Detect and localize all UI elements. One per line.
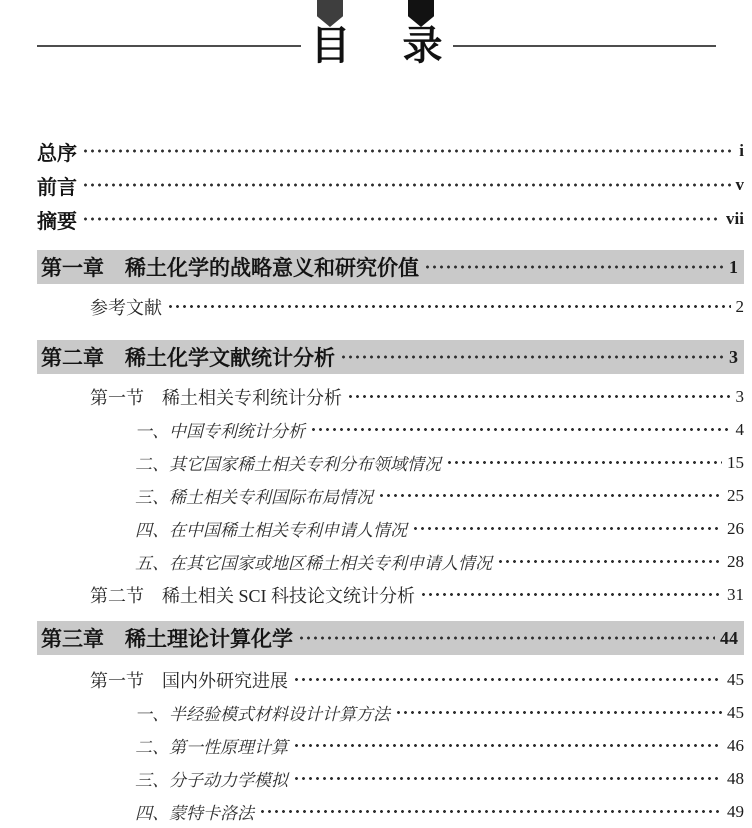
- toc-entry-page: 45: [727, 669, 744, 689]
- toc-entry-page: 49: [727, 801, 744, 821]
- table-of-contents: [37, 134, 744, 828]
- toc-sub-entry: [37, 545, 744, 578]
- toc-entry-page: 25: [727, 485, 744, 505]
- toc-entry-label: 总序: [37, 142, 77, 165]
- title-char-right: 录: [402, 23, 443, 68]
- toc-entry-label: 第一节 国内外研究进展: [90, 670, 288, 691]
- toc-entry-page: 31: [727, 584, 744, 604]
- toc-entry-page: 15: [727, 452, 744, 472]
- toc-entry: [37, 134, 744, 168]
- toc-entry-page: v: [735, 175, 744, 194]
- dot-leader: [259, 795, 722, 828]
- toc-sub-entry: [37, 446, 744, 479]
- toc-entry-label: 第一章 稀土化学的战略意义和研究价值: [41, 257, 419, 280]
- toc-entry-page: 4: [735, 419, 744, 439]
- dot-leader: [310, 413, 731, 446]
- title-rule-right: [453, 45, 717, 47]
- toc-entry-label: 摘要: [37, 210, 77, 233]
- toc-sub-entry: [37, 512, 744, 545]
- toc-entry-label: 三、稀土相关专利国际布局情况: [135, 488, 373, 507]
- toc-entry-label: 四、在中国稀土相关专利申请人情况: [135, 521, 407, 540]
- dot-leader: [298, 621, 715, 655]
- dot-leader: [378, 479, 722, 512]
- toc-entry-page: vii: [726, 209, 744, 228]
- dot-leader: [420, 578, 722, 611]
- toc-entry-page: 3: [735, 386, 744, 406]
- dot-leader: [446, 446, 722, 479]
- dot-leader: [82, 168, 731, 202]
- toc-entry-label: 第二节 稀土相关 SCI 科技论文统计分析: [90, 585, 416, 606]
- toc-entry-label: 一、半经验模式材料设计计算方法: [135, 705, 390, 724]
- toc-section-entry: [37, 380, 744, 413]
- toc-chapter-entry: [37, 621, 744, 655]
- dot-leader: [82, 202, 721, 236]
- toc-sub-entry: [37, 413, 744, 446]
- toc-entry-page: 44: [720, 627, 738, 648]
- toc-entry-page: 46: [727, 735, 744, 755]
- dot-leader: [167, 290, 731, 323]
- toc-section-entry: [37, 663, 744, 696]
- dot-leader: [424, 250, 724, 284]
- toc-entry-label: 二、第一性原理计算: [135, 738, 288, 757]
- toc-entry-page: 48: [727, 768, 744, 788]
- dot-leader: [82, 134, 734, 168]
- dot-leader: [497, 545, 722, 578]
- toc-entry: [37, 202, 744, 236]
- toc-entry-page: 1: [729, 256, 738, 277]
- toc-entry-page: 2: [735, 296, 744, 316]
- toc-section-entry: [37, 290, 744, 323]
- toc-sub-entry: [37, 479, 744, 512]
- toc-entry-page: i: [739, 141, 744, 160]
- toc-sub-entry: [37, 795, 744, 828]
- toc-entry: [37, 168, 744, 202]
- toc-entry-page: 3: [729, 346, 738, 367]
- toc-entry-label: 三、分子动力学模拟: [135, 771, 288, 790]
- toc-entry-label: 四、蒙特卡洛法: [135, 804, 254, 823]
- page-header: [0, 0, 752, 70]
- toc-entry-page: 28: [727, 551, 744, 571]
- toc-entry-page: 45: [727, 702, 744, 722]
- toc-entry-label: 一、中国专利统计分析: [135, 422, 305, 441]
- title-char-left: 目: [310, 23, 351, 68]
- toc-entry-label: 前言: [37, 176, 77, 199]
- dot-leader: [347, 380, 731, 413]
- toc-chapter-entry: [37, 340, 744, 374]
- dot-leader: [293, 663, 722, 696]
- toc-chapter-entry: [37, 250, 744, 284]
- dot-leader: [293, 729, 722, 762]
- toc-entry-label: 第一节 稀土相关专利统计分析: [90, 387, 342, 408]
- toc-entry-page: 26: [727, 518, 744, 538]
- toc-entry-label: 二、其它国家稀土相关专利分布领域情况: [135, 455, 441, 474]
- dot-leader: [412, 512, 722, 545]
- title-rule-left: [37, 45, 301, 47]
- toc-entry-label: 参考文献: [90, 297, 162, 318]
- toc-entry-label: 第二章 稀土化学文献统计分析: [41, 347, 335, 370]
- toc-sub-entry: [37, 696, 744, 729]
- page-title: [37, 24, 716, 68]
- toc-sub-entry: [37, 729, 744, 762]
- toc-section-entry: [37, 578, 744, 611]
- toc-entry-label: 五、在其它国家或地区稀土相关专利申请人情况: [135, 554, 492, 573]
- toc-entry-label: 第三章 稀土理论计算化学: [41, 628, 293, 651]
- dot-leader: [395, 696, 722, 729]
- toc-sub-entry: [37, 762, 744, 795]
- dot-leader: [340, 340, 724, 374]
- dot-leader: [293, 762, 722, 795]
